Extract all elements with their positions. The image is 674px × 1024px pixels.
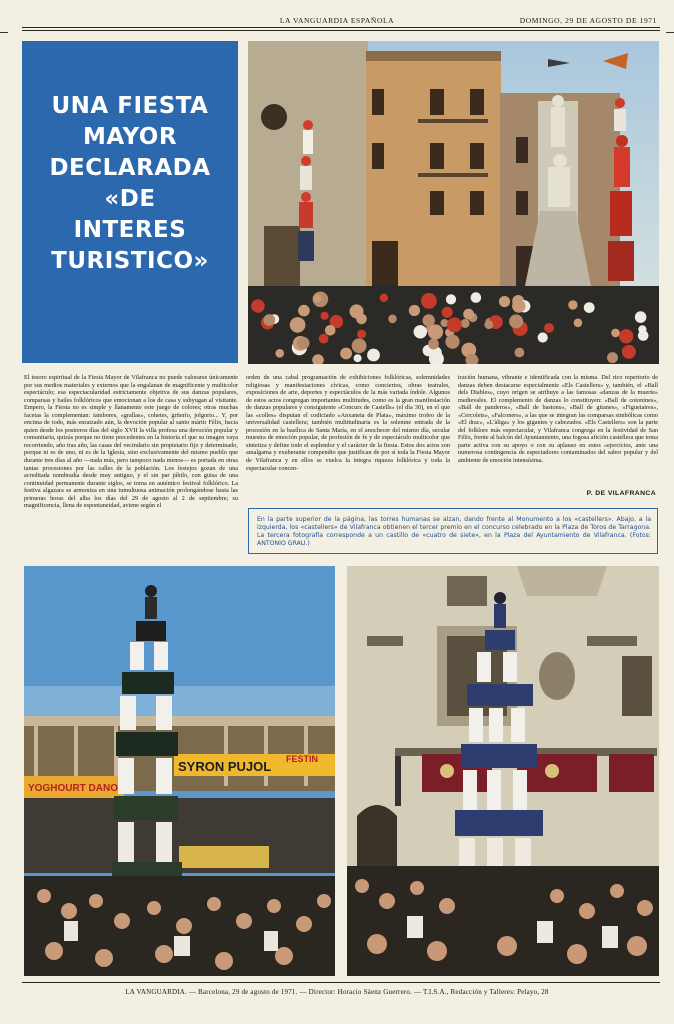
margin-tick [0,32,8,33]
crowd-figure [409,305,420,316]
crowd-figure [607,352,618,363]
footer-imprint: LA VANGUARDIA. — Barcelona, 29 de agosto de 1971. — Director: Horacio Sáenz Guerrero. — T.I.S.A., Redacción y Talleres: Pelayo, 28 [125,988,549,996]
headline-line: TURISTICO» [51,248,209,274]
crowd-figure [367,349,380,362]
crowd-figure [290,317,306,333]
crowd-figure [380,294,388,302]
crowd-figure [298,305,310,317]
crowd-figure [635,311,647,323]
crowd-figure [499,296,510,307]
crowd-figure [388,315,397,324]
crowd-figure [319,334,329,344]
crowd-figure [356,314,367,325]
crowd-figure [421,293,437,309]
crowd-figure [352,338,367,353]
crowd-figure [428,339,439,350]
masthead: LA VANGUARDIA ESPAÑOLA [279,16,395,25]
article-column-2 [246,374,450,500]
crowd-figure [611,329,620,338]
crowd-figure [340,348,352,360]
crowd-figure [275,349,284,358]
crowd-figure [321,312,329,320]
article-text: tración humana, vibrante e identificada con la misma. Del rico repertorio de danzas deben destacarse especialmente «Els Castellers» y, también, el «Ball dels Diables», cuyo origen se atribuye a las famosas «danzas de la muerte» medievales. El complemento de danzas lo constituyen: «Ball de cotonines», «Ball de panderos», «Ball de bastons», «Ball de gitanes», «Figuetaires», «Cercolets», «Falconers», a las que se integran las comparsas simbólicas como «El drac», «L'àliga» y los gigantes y cabezudos. «Els Castellers» son la parte del folklore más espectacular, y Vilafranca congrega en la festividad de San Félix, frente al balcón del Ayuntamiento, una fogosa afición castellera que toma parte activa con su apoyo o con su aplauso en estos «ejercicios, ante una numerosa contingencia de espectadores contaminados del sabor popular y del ambiente de emoción intensísima. [458,374,658,465]
headline-line: MAYOR [82,124,178,150]
crowd-figure [463,309,474,320]
crowd-figure [428,324,443,339]
photo-caption-box [248,508,658,554]
photo-sign-text: FESTIN [286,754,319,764]
crowd-figure [622,345,636,359]
crowd-figure [538,332,548,342]
header-date: DOMINGO, 29 DE AGOSTO DE 1971 [519,16,657,25]
crowd-figure [484,320,493,329]
crowd-figure [357,330,366,339]
crowd-figure [471,292,482,303]
headline-line: DECLARADA [49,155,211,181]
header-rule [22,27,660,28]
headline [22,91,238,277]
crowd-figure [619,329,633,343]
photo-caption: En la parte superior de la página, las torres humanas se alzan, dando frente al Monumento a los «castellers». Abajo, a la izquierda, los «castellers» de Vilafranca obtienen el tercer premio en el concurso celebrado en la Plaza de Toros de Tarragona. La tercera fotografía corresponde a un castillo de «cuatro de siete», en la Plaza del Ayuntamiento de Vilafranca. (Fotos: ANTONIO GRAU.) [257,516,651,547]
crowd-figure [568,300,577,309]
crowd-figure [584,302,595,313]
crowd-figure [509,314,523,328]
footer-rule [22,982,660,983]
headline-line: «DE [104,186,156,212]
crowd-figure [414,325,427,338]
crowd-figure [638,330,649,341]
crowd-figure [445,335,459,349]
photo-sign-text: YOGHOURT DANO [28,783,118,794]
photo-town-hall-castell [347,566,659,976]
crowd-figure [313,294,322,303]
photo-monument-castellers [248,41,659,364]
crowd-figure [461,319,470,328]
crowd-figure [515,348,525,358]
crowd-figure [574,319,583,328]
article-text: orden de una cabal programación de exhibiciones folklóricas, solemnidades religiosas y manifestaciones cívicas, como conciertos, obras teatrales, exposiciones de arte, deportes y espectáculos de la más variada índole. Algunos de estos actos congregan importantes multitudes, como es la gran manifestación de danzas populares y consiguiente «Concurs de Castells» (el día 30), en el que las «colles» disputan el codiciado «Anxaneta de Plata», máximo trofeo de la universalidad castellera; también multitudinaria es la solemne entrada de la procesión en la basílica de Santa María, en el anochecer del mismo día, secular muestra de emoción popular, de profesión de fe y de espectáculo multicolor que sintetiza y define todo el esplendor y el carácter de la fiesta. Estos dos actos son amalgama y exuberante compendio que justifican de por sí toda la Fiesta Mayor de Vilafranca y en ellos se vuelca la íntegra riqueza folklórica y toda la espectacular concen- [246,374,450,472]
article-signature: P. DE VILAFRANCA [586,490,656,497]
crowd-figure [512,299,525,312]
crowd-figure [447,317,462,332]
article-column-1 [24,374,238,556]
margin-tick [666,32,674,33]
header-rule-thin [22,30,660,31]
crowd-figure [544,323,554,333]
crowd-figure [263,314,275,326]
crowd-figure [297,337,310,350]
headline-box [22,41,238,363]
photo-sign-text: SYRON PUJOL [178,759,272,774]
crowd-figure [446,294,456,304]
article-column-3 [458,374,658,490]
crowd-figure [354,354,362,362]
crowd-figure [251,299,265,313]
article-text: El tesoro espiritual de la Fiesta Mayor de Vilafranca no puede valorarse únicamente por sus medios materiales y externos que la engalanan de magnificente y multicolor espectáculo; esa espectacularidad estrictamente objetiva de sus danzas populares, comparsas y bailes folklóricos que emocionan a los de casa y subyugan al visitante. Empero, la Fiesta no es simple y llanamente este juego de colores; otras muchas facetas la complementan: tambores, «grallas», cohetes, griterío, jolgorio... Y, por encima de todo, más enraizado aún, la devoción popular al santo mártir Félix, hacia quien desde los postreros días del siglo XVII la villa profesa una devoción popular y comunitaria, quizás porque no tiene precedentes en la historia el que su imagen vaya recorriendo, año tras año, las casas del vecindario sin propietario fijo y determinado, porque ni es de uno, ni es de la Iglesia, sino exclusivamente del mismo pueblo que durante tres días al año —nada más, pero tampoco nada menos— es portada en otras tantas procesiones por las calles de la población. Los festejos gozan de una acreditada nombradía desde muy antiguo, y el sin par júbilo, con guisa de una continuidad permanente durante siglos, se torna en auténtico festival folklórico. La festiva algazara se armoniza en una tumultuosa animación prolongándose hasta las primeras horas del alba los días del 29 de agosto al 2 de septiembre; su magnificencia, llena de espontaneidad, aviene según el [24,374,238,510]
crowd-figure [325,325,336,336]
headline-line: UNA FIESTA [51,93,209,119]
photo-bullring-castell [24,566,335,976]
headline-line: INTERES [73,217,187,243]
crowd-figure [442,307,453,318]
